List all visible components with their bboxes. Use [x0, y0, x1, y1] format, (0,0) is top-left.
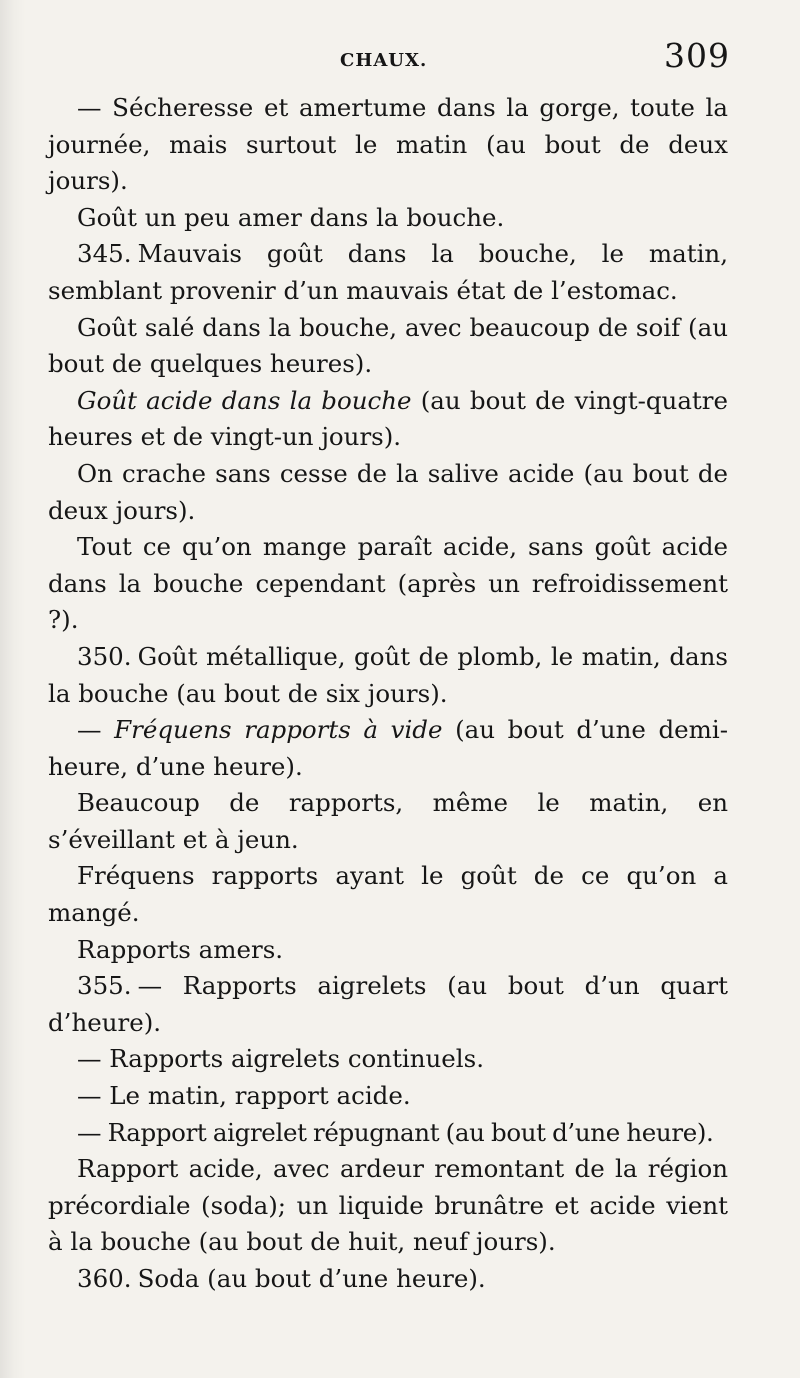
symptom-paragraph — [48, 932, 728, 969]
paragraph-text: Fréquens rapports ayant le goût de ce qu’on a mangé. — [48, 861, 728, 928]
symptom-paragraph — [48, 1041, 728, 1078]
symptom-paragraph — [48, 529, 728, 639]
running-title: CHAUX. — [340, 50, 428, 71]
page-number: 309 — [664, 36, 730, 75]
symptom-paragraph — [48, 712, 728, 785]
paragraph-text: — Rapports aigrelets (au bout d’un quart d’heure). — [48, 971, 728, 1037]
symptom-paragraph — [48, 236, 728, 309]
symptom-paragraph — [48, 310, 728, 383]
paragraph-number: 355. — [77, 971, 132, 1001]
symptom-paragraph — [48, 456, 728, 529]
symptom-paragraph — [48, 1078, 728, 1115]
symptom-paragraph — [48, 639, 728, 712]
symptom-paragraph — [48, 968, 728, 1041]
symptom-paragraph — [48, 383, 728, 456]
paragraph-text: Beaucoup de rapports, même le matin, en s’éveillant et à jeun. — [48, 788, 728, 854]
paragraph-text: — Rapport aigrelet répugnant (au bout d’une heure). — [77, 1117, 714, 1147]
paragraph-text: — Rapports aigrelets continuels. — [77, 1044, 485, 1074]
paragraph-text: Goût salé dans la bouche, avec beaucoup de soif (au bout de quelques heures). — [48, 312, 728, 379]
paragraph-prefix: — — [77, 715, 115, 745]
paragraph-number: 345. — [77, 239, 132, 269]
page-header — [48, 36, 728, 90]
paragraph-text: (au bout de vingt-quatre heures et de vingt-un jours). — [48, 385, 728, 452]
page-body — [48, 90, 728, 1298]
symptom-paragraph — [48, 90, 728, 200]
paragraph-text: Soda (au bout d’une heure). — [137, 1264, 486, 1293]
symptom-paragraph — [48, 1115, 728, 1152]
paragraph-text: Tout ce qu’on mange paraît acide, sans goût acide dans la bouche cependant (après un refroidissement ?). — [48, 532, 728, 635]
paragraph-text: Goût un peu amer dans la bouche. — [77, 202, 505, 232]
paragraph-text: — Sécheresse et amertume dans la gorge, toute la journée, mais surtout le matin (au bout de deux jours). — [48, 93, 728, 196]
paragraph-text: (au bout d’une demi-heure, d’une heure). — [48, 715, 728, 781]
paragraph-text: Mauvais goût dans la bouche, le matin, semblant provenir d’un mauvais état de l’estomac. — [48, 239, 728, 305]
paragraph-text: — Le matin, rapport acide. — [77, 1081, 411, 1111]
paragraph-italic-text: Goût acide dans la bouche — [77, 385, 412, 415]
symptom-paragraph — [48, 785, 728, 858]
paragraph-italic-text: Fréquens rapports à vide — [114, 715, 443, 745]
paragraph-number: 350. — [77, 641, 132, 671]
symptom-paragraph — [48, 1261, 728, 1298]
symptom-paragraph — [48, 858, 728, 931]
symptom-paragraph — [48, 200, 728, 237]
paragraph-text: Rapports amers. — [77, 934, 284, 964]
paragraph-number: 360. — [77, 1264, 132, 1293]
paragraph-text: Goût métallique, goût de plomb, le matin, dans la bouche (au bout de six jours). — [48, 641, 728, 708]
paragraph-text: On crache sans cesse de la salive acide (au bout de deux jours). — [48, 458, 728, 525]
symptom-paragraph — [48, 1151, 728, 1261]
paragraph-text: Rapport acide, avec ardeur remontant de la région précordiale (soda); un liquide brunâtre et acide vient à la bouche (au bout de huit, neuf jours). — [48, 1154, 728, 1257]
